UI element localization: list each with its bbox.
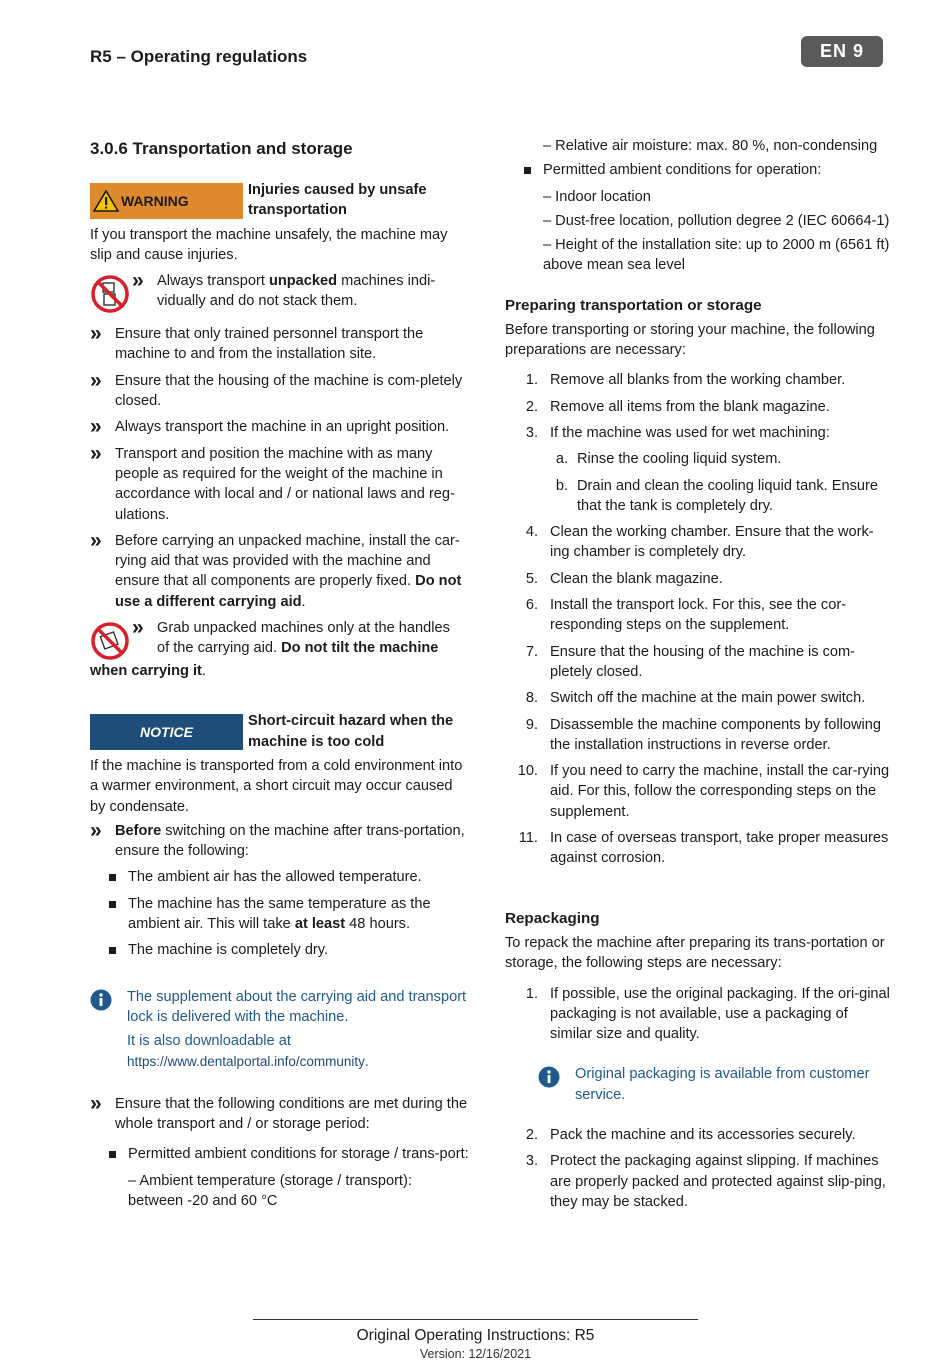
ban-text-post: machines indi- — [337, 273, 436, 290]
repack-heading: Repackaging — [505, 909, 600, 927]
square-bullet-icon — [104, 940, 128, 960]
bullet-text: The machine is completely dry. — [128, 942, 329, 959]
warning-label-box — [90, 183, 243, 219]
prep-step — [505, 569, 890, 589]
step-text: Ensure that only trained personnel transport the machine to and from the installation site. — [115, 326, 424, 363]
footer-title: Original Operating Instructions: R5 — [356, 1327, 595, 1344]
repack-intro: To repack the machine after preparing its trans-portation or storage, the following steps are necessary: — [505, 934, 885, 972]
prep-step — [505, 595, 890, 636]
bullet-item — [104, 1144, 470, 1164]
action-arrow-icon: » — [90, 528, 102, 552]
warning-triangle-icon — [93, 189, 119, 213]
prep-step — [505, 761, 890, 822]
repack-info-text: Original packaging is available from customer service. — [575, 1066, 870, 1103]
step-text: Remove all items from the blank magazine. — [550, 398, 830, 415]
bullet-item — [104, 940, 470, 960]
step-text: Ensure that the following conditions are met during the whole transport and / or storage period: — [115, 1095, 468, 1133]
bullet-item — [104, 894, 470, 935]
prep-step — [505, 642, 890, 683]
step-text: If possible, use the original packaging. If the ori-ginal packaging is not available, use a packaging of similar size and quality. — [550, 985, 890, 1043]
bullet-bold: at least — [294, 916, 346, 933]
step-text: Switch off the machine at the main power switch. — [550, 690, 866, 707]
step-number: 3. — [525, 1153, 538, 1170]
step-number: 2. — [525, 398, 538, 415]
substep-text: Rinse the cooling liquid system. — [577, 451, 782, 468]
operation-condition: – Height of the installation site: up to 2000 m (6561 ft) above mean sea level — [543, 237, 890, 274]
step-text: If the machine was used for wet machining: — [550, 424, 830, 441]
action-arrow-icon: » — [90, 322, 102, 346]
prep-step — [505, 397, 890, 417]
right-column — [505, 136, 890, 1218]
repack-step — [505, 1151, 890, 1212]
action-arrow-icon: » — [90, 1091, 102, 1115]
substep-letter: b. — [555, 477, 568, 494]
action-arrow-icon: » — [90, 441, 102, 465]
carry-step-text: Before carrying an unpacked machine, install the car-rying aid that was provided with the machine and ensure that all components are properly fixed. — [115, 532, 460, 590]
prep-substep — [538, 449, 890, 469]
carry-step-bold: Do not use a different carrying aid — [115, 573, 462, 610]
prep-step — [505, 370, 890, 390]
section-heading: 3.0.6 Transportation and storage — [90, 139, 353, 158]
ban2-line3-bold: when carrying it — [90, 663, 202, 680]
step-number: 10. — [517, 763, 538, 780]
ban-text-pre: Always transport — [157, 273, 269, 290]
step-number: 1. — [525, 372, 538, 389]
info-icon — [538, 1066, 560, 1088]
warning-signal — [90, 180, 470, 221]
step-number: 9. — [525, 716, 538, 733]
step-number: 6. — [525, 597, 538, 614]
step-text: Install the transport lock. For this, see the cor-responding steps on the supplement. — [550, 597, 847, 634]
prep-step — [505, 522, 890, 563]
step-text: If you need to carry the machine, install the car-rying aid. For this, follow the corresponding steps on the supplement. — [550, 763, 890, 820]
notice-signal — [90, 711, 470, 752]
info-url-end: . — [364, 1053, 369, 1070]
step-text: Transport and position the machine with as many people as required for the weight of the machine in accordance with local and / or national laws and reg-ulations. — [115, 445, 455, 523]
prep-step — [505, 828, 890, 869]
download-link[interactable]: https://www.dentalportal.info/community — [127, 1053, 365, 1069]
action-arrow-icon: » — [132, 616, 144, 640]
substep-letter: a. — [555, 451, 568, 468]
operation-condition: – Dust-free location, pollution degree 2 (IEC 60664-1) — [543, 212, 890, 229]
square-bullet-icon — [104, 1144, 128, 1164]
notice-title: Short-circuit hazard when the machine is too cold — [248, 713, 454, 750]
action-arrow-icon: » — [90, 368, 102, 392]
step-text: Clean the working chamber. Ensure that the work-ing chamber is completely dry. — [550, 524, 874, 561]
warning-label: WARNING — [121, 192, 189, 209]
step-number: 2. — [525, 1126, 538, 1143]
notice-step-rest: switching on the machine after trans-portation, ensure the following: — [115, 822, 465, 860]
step-number: 8. — [525, 690, 538, 707]
step-number: 11. — [518, 830, 538, 847]
ban-text-bold: unpacked — [268, 273, 338, 290]
info-line1: The supplement about the carrying aid and transport lock is delivered with the machine. — [127, 988, 467, 1025]
footer-divider — [253, 1319, 698, 1320]
substep-text: Drain and clean the cooling liquid tank. Ensure that the tank is completely dry. — [577, 477, 878, 514]
carry-step-end: . — [301, 593, 306, 610]
repack-step — [505, 984, 890, 1045]
bullet-item — [104, 867, 470, 887]
no-tilting-icon — [90, 621, 130, 661]
action-arrow-icon: » — [90, 818, 102, 842]
prep-step — [505, 423, 890, 443]
step-text — [538, 875, 890, 895]
page-number-badge: EN 9 — [801, 36, 883, 67]
step-number: 3. — [525, 424, 538, 441]
step-text: Ensure that the housing of the machine is com-pletely closed. — [115, 372, 463, 410]
prohibition-tilt — [90, 618, 470, 661]
step-text: Remove all blanks from the working chamber. — [550, 372, 846, 389]
bullet-text: The ambient air has the allowed temperature. — [128, 869, 422, 886]
step-text: Disassemble the machine components by following the installation instructions in reverse order. — [550, 716, 881, 753]
step-item — [90, 324, 470, 365]
step-item — [90, 368, 470, 412]
ban2-line3-end: . — [201, 663, 206, 680]
prohibition-stack — [90, 271, 470, 314]
storage-temperature: – Ambient temperature (storage / transport): between -20 and 60 °C — [128, 1172, 412, 1209]
prep-substep — [538, 476, 890, 517]
square-bullet-icon — [519, 160, 543, 180]
step-item — [90, 417, 470, 437]
prep-intro: Before transporting or storing your machine, the following preparations are necessary: — [505, 321, 875, 359]
repack-step — [505, 1125, 890, 1145]
bullet-item — [519, 160, 890, 180]
notice-step-bold: Before — [115, 822, 162, 839]
storage-moisture: – Relative air moisture: max. 80 %, non-condensing — [543, 138, 878, 154]
notice-text: If the machine is transported from a cold environment into a warmer environment, a short circuit may occur caused by condensate. — [90, 757, 463, 815]
ban2-line1: Grab unpacked machines only at the handles — [157, 620, 450, 637]
bullet-text-post: 48 hours. — [345, 916, 411, 933]
operation-condition: – Indoor location — [543, 188, 651, 205]
warning-text: If you transport the machine unsafely, the machine may slip and cause injuries. — [90, 226, 448, 263]
step-text: In case of overseas transport, take proper measures against corrosion. — [550, 830, 889, 867]
prep-step — [505, 688, 890, 708]
bullet-text: Permitted ambient conditions for operation: — [543, 162, 822, 179]
step-text: Always transport the machine in an upright position. — [115, 419, 450, 436]
notice-label: NOTICE — [140, 724, 193, 741]
step-text: Clean the blank magazine. — [550, 570, 723, 587]
step-item — [90, 441, 470, 525]
ban-text-cont: vidually and do not stack them. — [157, 293, 358, 310]
square-bullet-icon — [104, 894, 128, 935]
prep-heading: Preparing transportation or storage — [505, 296, 762, 314]
left-column — [90, 138, 470, 1217]
notice-label-box — [90, 714, 243, 750]
no-stacking-icon — [90, 274, 130, 314]
repack-info-note — [538, 1064, 890, 1105]
ban2-line2-bold: Do not tilt the machine — [281, 640, 439, 657]
footer-version: Version: 12/16/2021 — [419, 1347, 532, 1361]
prep-step — [505, 715, 890, 756]
step-number: 4. — [525, 524, 538, 541]
action-arrow-icon: » — [90, 415, 102, 439]
info-note — [90, 987, 470, 1072]
info-icon — [90, 989, 112, 1011]
prep-step — [505, 875, 890, 895]
ban2-line2-pre: of the carrying aid. — [157, 640, 282, 657]
step-number: 7. — [525, 643, 538, 660]
info-line2: It is also downloadable at — [127, 1033, 291, 1050]
step-text: Protect the packaging against slipping. If machines are properly packed and protected against slip-ping, they may be stacked. — [550, 1153, 886, 1210]
step-text: Pack the machine and its accessories securely. — [550, 1126, 856, 1143]
step-text: Ensure that the housing of the machine is com-pletely closed. — [550, 643, 856, 680]
step-item — [90, 528, 470, 612]
step-number: 1. — [525, 985, 538, 1002]
step-item — [90, 818, 470, 862]
bullet-text: Permitted ambient conditions for storage / trans-port: — [128, 1146, 469, 1163]
square-bullet-icon — [104, 867, 128, 887]
warning-title: Injuries caused by unsafe transportation — [248, 182, 427, 219]
step-item — [90, 1091, 470, 1135]
header-section-title: R5 – Operating regulations — [90, 47, 308, 66]
step-number: 5. — [525, 570, 538, 587]
bullet-text: The machine has the same temperature as the ambient air. This will take — [128, 895, 431, 933]
action-arrow-icon: » — [132, 269, 144, 293]
